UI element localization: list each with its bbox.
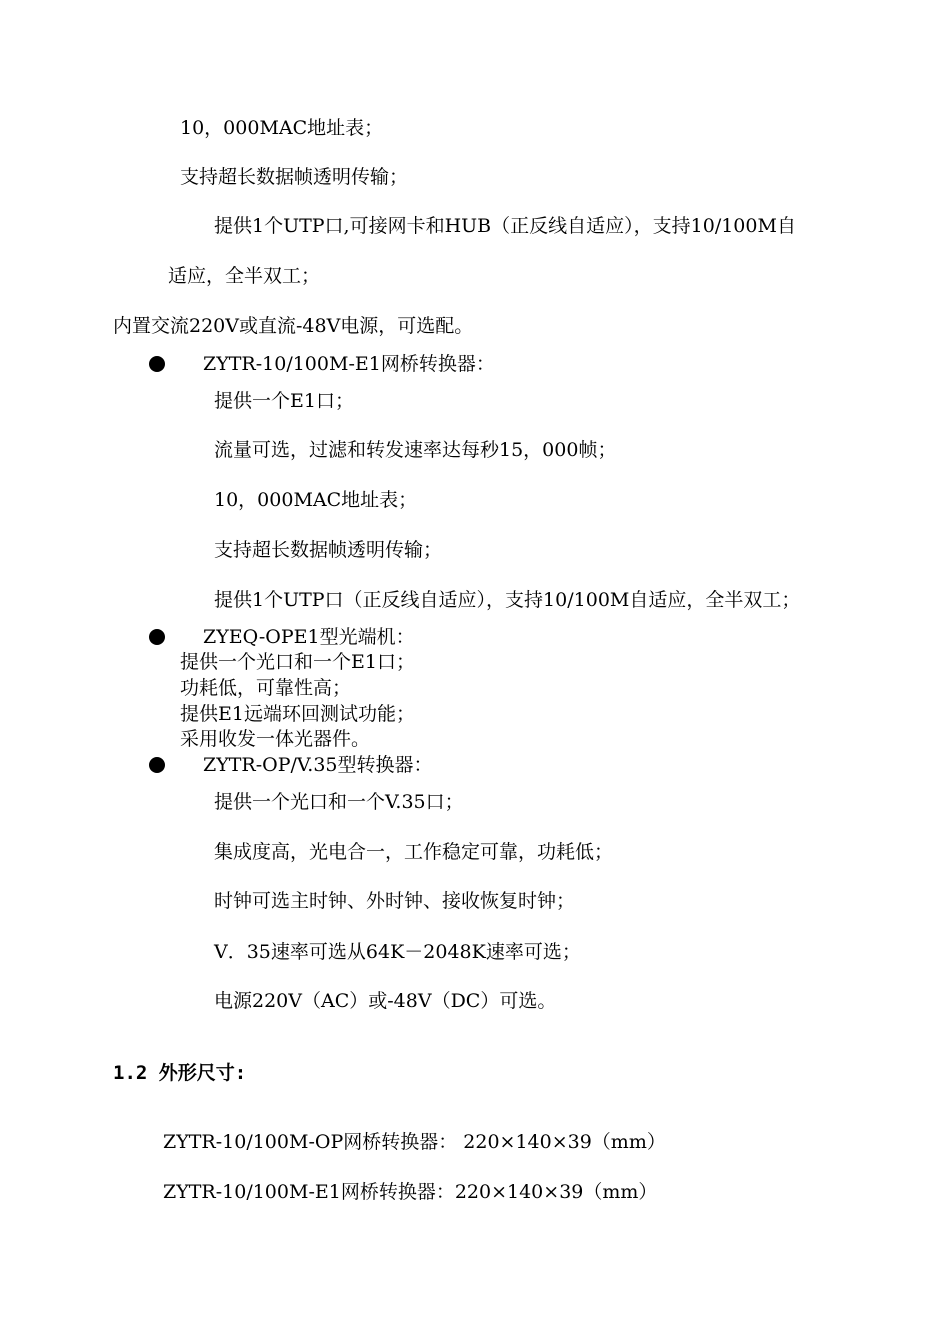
list-item: 提供一个光口和一个E1口； [180,651,415,673]
text-line: 支持超长数据帧透明传输； [180,166,409,188]
bullet-icon [149,356,165,372]
text-line: 内置交流220V或直流-48V电源，可选配。 [113,315,474,337]
list-item: 电源220V（AC）或-48V（DC）可选。 [214,990,557,1012]
list-item: 提供一个光口和一个V.35口； [214,791,464,813]
list-item: 支持超长数据帧透明传输； [214,539,443,561]
text-line: 提供1个UTP口,可接网卡和HUB（正反线自适应），支持10/100M自 [214,215,796,237]
list-item: ZYTR-10/100M-OP网桥转换器： 220×140×39（mm） [163,1131,666,1153]
text-line: 适应，全半双工； [168,265,321,287]
section-title: ZYTR-OP/V.35型转换器： [203,754,433,776]
list-item: 10，000MAC地址表； [214,489,418,511]
bullet-icon [149,757,165,773]
section-title: ZYEQ-OPE1型光端机： [203,626,415,648]
bullet-icon [149,629,165,645]
list-item: 提供E1远端环回测试功能； [180,703,415,725]
list-item: V．35速率可选从64K－2048K速率可选； [214,941,581,963]
list-item: 采用收发一体光器件。 [180,728,371,750]
list-item: ZYTR-10/100M-E1网桥转换器：220×140×39（mm） [163,1181,658,1203]
text-line: 10，000MAC地址表； [180,117,384,139]
list-item: 流量可选，过滤和转发速率达每秒15，000帧； [214,439,617,461]
section-heading: 1.2 外形尺寸: [113,1062,247,1084]
list-item: 功耗低，可靠性高； [180,677,352,699]
list-item: 提供一个E1口； [214,390,354,412]
section-title: ZYTR-10/100M-E1网桥转换器： [203,353,495,375]
list-item: 集成度高，光电合一，工作稳定可靠，功耗低； [214,841,614,863]
list-item: 时钟可选主时钟、外时钟、接收恢复时钟； [214,890,576,912]
list-item: 提供1个UTP口（正反线自适应），支持10/100M自适应，全半双工； [214,589,801,611]
